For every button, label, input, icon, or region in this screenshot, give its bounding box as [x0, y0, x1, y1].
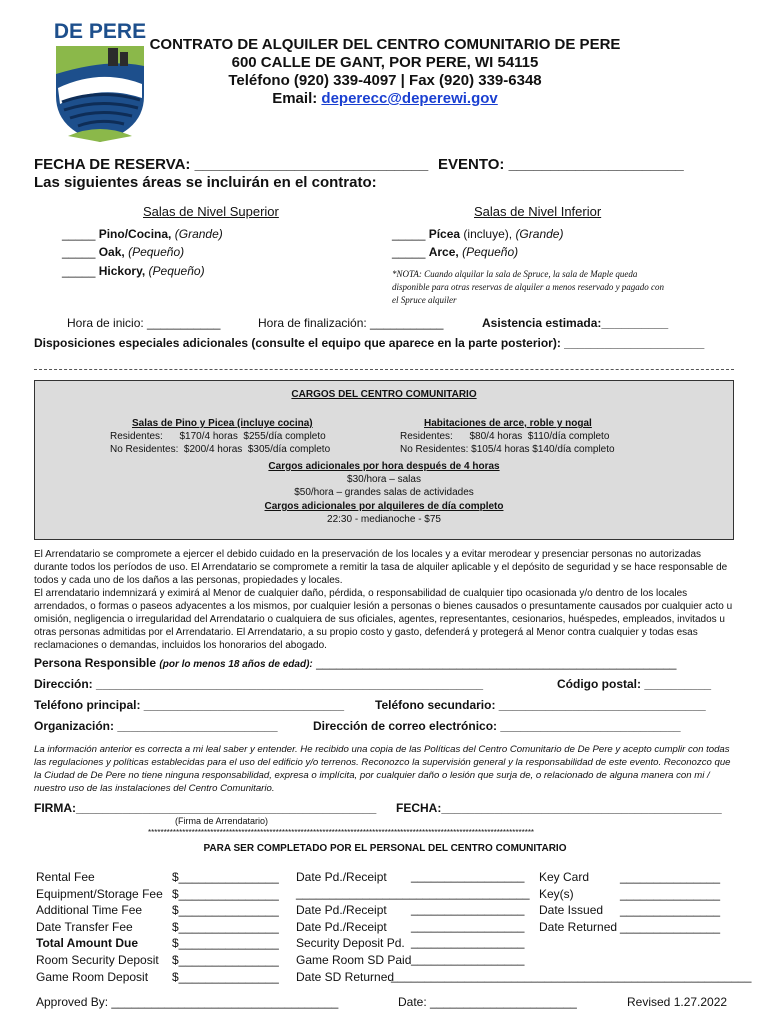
- room-option-hickory[interactable]: _____ Hickory, (Pequeño): [62, 264, 205, 278]
- key-lines[interactable]: [620, 869, 720, 935]
- hourly-rooms: $30/hora – salas: [347, 474, 421, 485]
- fee-label-equipment: Equipment/Storage Fee: [36, 886, 163, 901]
- amount-equipment: $_______________: [172, 886, 279, 901]
- fee-label-rental: Rental Fee: [36, 870, 95, 884]
- payment-label-7: Date SD Returned: [296, 969, 395, 984]
- room-option-oak[interactable]: _____ Oak, (Pequeño): [62, 245, 185, 259]
- fee-label-total: Total Amount Due: [36, 936, 138, 951]
- terms-care: El Arrendatario se compromete a ejercer el debido cuidado en la preservación de los locales y a evitar merodear y presenciar personas no autorizadas durante todos los períodos de uso. El Arrendatario se compromete a remitir la tasa de alquiler aplicable y el depósito de seguridad y se hace responsable de todos y cada uno de los daños a las personas, propiedades y locales.: [34, 549, 728, 586]
- phone-line: Teléfono (920) 339-4097 | Fax (920) 339-6348: [228, 72, 542, 89]
- payment-label-1: Date Pd./Receipt: [296, 870, 387, 884]
- amount-date-transfer: $_______________: [172, 919, 279, 934]
- room-option-picea[interactable]: _____ Pícea (incluye), (Grande): [392, 227, 564, 241]
- organization-field[interactable]: Organización: ________________________: [34, 719, 278, 733]
- maple-oak-hickory-heading: Habitaciones de arce, roble y nogal: [424, 418, 592, 429]
- reservation-date-field[interactable]: FECHA DE RESERVA: ____________________________: [34, 156, 429, 173]
- payment-label-3: Date Pd./Receipt: [296, 903, 387, 918]
- revision-date: Revised 1.27.2022: [627, 995, 728, 1009]
- key-line-keys: _______________: [620, 886, 721, 901]
- lower-rooms-heading: Salas de Nivel Inferior: [474, 204, 602, 219]
- room-option-pino[interactable]: _____ Pino/Cocina, (Grande): [62, 227, 223, 241]
- maple-oak-hickory-residents: Residentes: $80/4 horas $110/día completo: [400, 431, 610, 442]
- amount-rental: $_______________: [172, 870, 279, 884]
- attendance-field[interactable]: Asistencia estimada:__________: [482, 316, 669, 330]
- pine-spruce-heading: Salas de Pino y Picea (incluye cocina): [132, 418, 313, 429]
- payment-label-4: Date Pd./Receipt: [296, 919, 387, 934]
- acknowledgement-text: La información anterior es correcta a mi leal saber y entender. He recibido una copia de las Políticas del Centro Comunitario de De Pere y acepto cumplir con todas las regulaciones y políticas establecidas para el uso del edificio y/o terrenos. Reconozco la supervisión general y la responsabilidad de este evento. Reconozco que la Ciudad de De Pere no tiene ninguna responsabilidad, expresa o implícita, por cualquier daño o lesión que surja de, o relacionado de alguna manera con mi / nuestro uso de las instalaciones del Centro Comunitario.: [34, 744, 731, 794]
- amount-total: $_______________: [172, 936, 279, 951]
- approval-date-field[interactable]: Date: ______________________: [398, 995, 577, 1009]
- key-labels: [539, 869, 617, 935]
- start-time-field[interactable]: Hora de inicio: ___________: [67, 316, 221, 330]
- fullday-charge: 22:30 - medianoche - $75: [327, 514, 441, 525]
- payment-line-2[interactable]: ___________________________________: [296, 886, 530, 900]
- email-line: [0, 90, 770, 107]
- signature-date-field[interactable]: FECHA:__________________________________________: [396, 801, 722, 815]
- pine-spruce-residents: Residentes: $170/4 horas $255/día completo: [110, 431, 326, 442]
- address-field[interactable]: Dirección: __________________________________________________________: [34, 677, 484, 691]
- amount-room-deposit: $_______________: [172, 952, 279, 967]
- payment-line-3[interactable]: _________________: [411, 902, 525, 916]
- event-field[interactable]: EVENTO: _____________________: [438, 156, 684, 173]
- key-line-issued: _______________: [620, 903, 721, 918]
- staff-section-heading: PARA SER COMPLETADO POR EL PERSONAL DEL CENTRO COMUNITARIO: [203, 843, 567, 854]
- fullday-charges-heading: Cargos adicionales por alquileres de día completo: [264, 501, 504, 512]
- primary-phone-field[interactable]: Teléfono principal: ______________________________: [34, 698, 344, 712]
- responsible-person-field[interactable]: Persona Responsible (por lo menos 18 años de edad): ______________________________________________________: [34, 656, 677, 670]
- payment-label-6: Game Room SD Paid: [296, 952, 412, 967]
- special-provisions-field[interactable]: Disposiciones especiales adicionales (consulte el equipo que aparece en la parte posterior): _____________________: [34, 336, 705, 350]
- payment-line-6[interactable]: _________________: [411, 952, 525, 966]
- room-option-arce[interactable]: _____ Arce, (Pequeño): [392, 245, 519, 259]
- charges-title: CARGOS DEL CENTRO COMUNITARIO: [291, 389, 477, 400]
- key-label-issued: Date Issued: [539, 903, 604, 918]
- areas-intro: Las siguientes áreas se incluirán en el contrato:: [34, 174, 377, 191]
- fee-label-date-transfer: Date Transfer Fee: [36, 919, 133, 934]
- address-line: 600 CALLE DE GANT, POR PERE, WI 54115: [231, 54, 539, 71]
- fee-amounts[interactable]: [172, 869, 279, 985]
- key-label-card: Key Card: [539, 870, 590, 884]
- fee-label-game-room-deposit: Game Room Deposit: [36, 969, 149, 984]
- hourly-activity-rooms: $50/hora – grandes salas de actividades: [294, 487, 474, 498]
- secondary-phone-field[interactable]: Teléfono secundario: _______________________________: [375, 698, 706, 712]
- fee-labels: [36, 869, 163, 985]
- email-field[interactable]: Dirección de correo electrónico: ___________________________: [313, 719, 681, 733]
- form-title: CONTRATO DE ALQUILER DEL CENTRO COMUNITARIO DE PERE: [149, 36, 621, 53]
- terms-indemnity: El arrendatario indemnizará y eximirá al Menor de cualquier daño, pérdida, o responsabilidad de cualquier tipo ocasionada y/o dentro de los locales arrendados, o formas o paseos adyacentes a los mismos, por cualquier lesión a personas o bienes causados o presuntamente causados por cualquier acto u omisión, negligencia o irregularidad del Arrendatario o cualquiera de sus oficiales, agentes, representantes, cesionarios, huéspedes, empleados, invitados u otras personas admitidas por el Arrendatario. El Arrendatario, a su propio costo y gasto, defenderá y protegerá al Menor contra cualquier y todas esas reclamaciones o demandas, incluidos los honorarios del abogado.: [34, 588, 733, 651]
- logo-text: DE PERE: [53, 20, 147, 43]
- fee-label-room-deposit: Room Security Deposit: [36, 952, 159, 967]
- signature-field[interactable]: FIRMA:_____________________________________________: [34, 801, 377, 815]
- signature-caption: (Firma de Arrendatario): [175, 816, 269, 826]
- key-label-returned: Date Returned: [539, 919, 618, 934]
- key-line-returned: _______________: [620, 919, 721, 934]
- payment-line-7[interactable]: ______________________________________________________: [391, 969, 752, 983]
- hourly-charges-heading: Cargos adicionales por hora después de 4 horas: [268, 461, 500, 472]
- fee-label-additional-time: Additional Time Fee: [36, 903, 143, 918]
- email-label: Email:: [272, 90, 318, 107]
- payment-label-5: Security Deposit Pd.: [296, 936, 405, 951]
- key-label-keys: Key(s): [539, 886, 574, 901]
- approved-by-field[interactable]: Approved By: __________________________________: [36, 995, 339, 1009]
- zip-field[interactable]: Código postal: __________: [557, 677, 712, 691]
- section-divider: [34, 369, 734, 370]
- star-divider: ****************************************************************************************************************************: [148, 828, 535, 837]
- pine-spruce-nonresidents: No Residentes: $200/4 horas $305/día completo: [110, 444, 331, 455]
- charges-box: [34, 380, 734, 540]
- spruce-note: *NOTA: Cuando alquilar la sala de Spruce, la sala de Maple queda disponible para otras reservas de alquiler a menos reservado y pagado con el Spruce alquiler: [392, 269, 665, 305]
- maple-oak-hickory-nonresidents: No Residentes: $105/4 horas $140/día completo: [400, 444, 615, 455]
- amount-additional-time: $_______________: [172, 903, 279, 918]
- amount-game-room-deposit: $_______________: [172, 969, 279, 984]
- upper-rooms-heading: Salas de Nivel Superior: [143, 204, 279, 219]
- email-link[interactable]: deperecc@deperewi.gov: [321, 90, 498, 107]
- payment-line-5[interactable]: _________________: [411, 935, 525, 949]
- payment-line-1[interactable]: _________________: [411, 869, 525, 883]
- end-time-field[interactable]: Hora de finalización: ___________: [258, 316, 444, 330]
- key-line-card: _______________: [620, 870, 721, 884]
- payment-line-4[interactable]: _________________: [411, 919, 525, 933]
